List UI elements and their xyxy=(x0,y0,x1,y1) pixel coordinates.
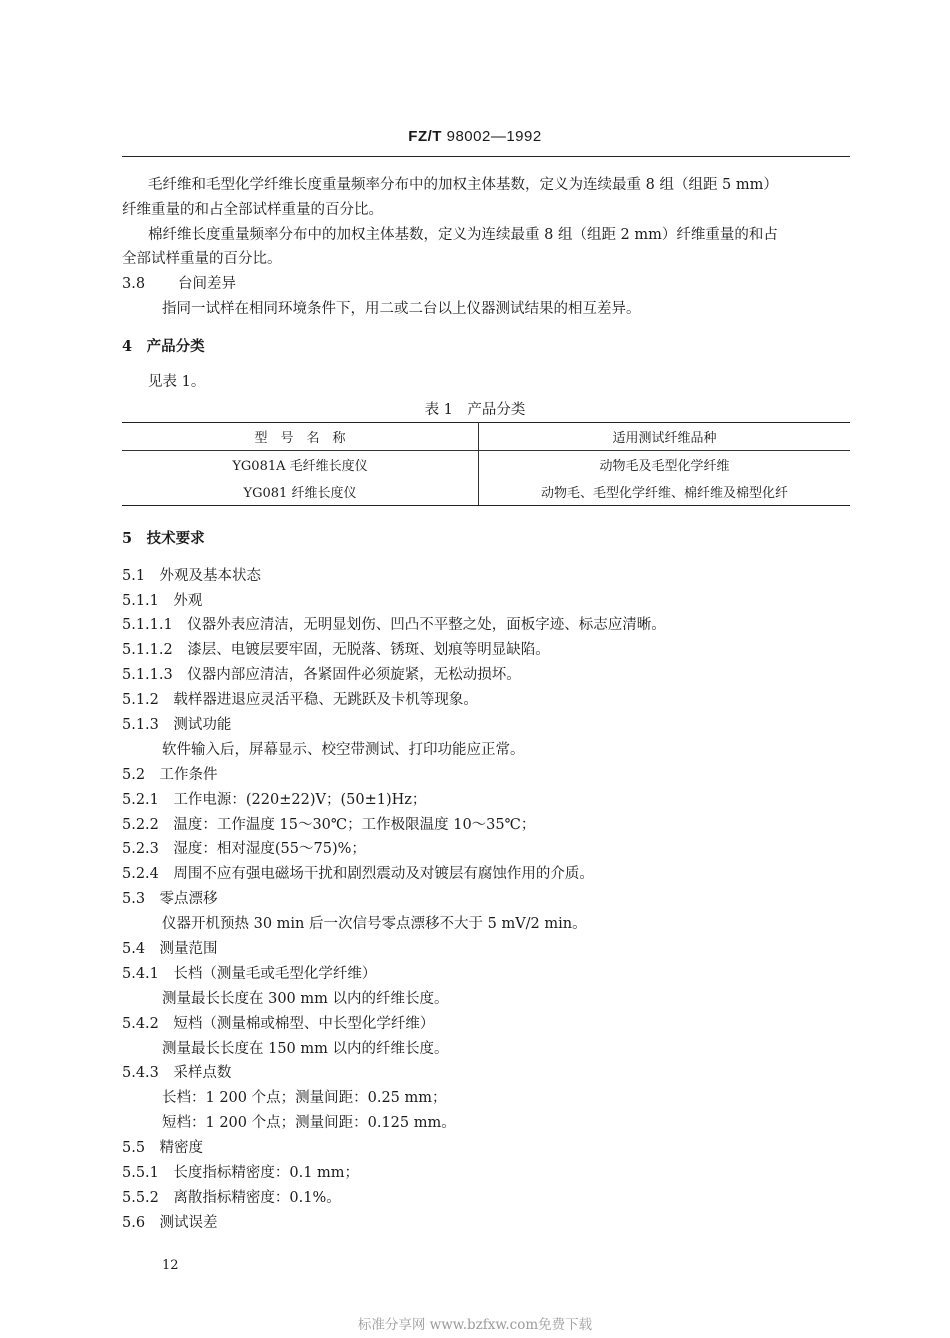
para-2-line-2: 全部试样重量的百分比。 xyxy=(122,251,282,267)
section-5-3-text: 仪器开机预热 30 min 后一次信号零点漂移不大于 5 mV/2 min。 xyxy=(162,916,587,932)
section-5-6: 5.6 测试误差 xyxy=(122,1215,218,1231)
para-1-line-2: 纤维重量的和占全部试样重量的百分比。 xyxy=(122,202,383,218)
section-5-3: 5.3 零点漂移 xyxy=(122,891,218,907)
watermark: 标准分享网 www.bzfxw.com免费下载 xyxy=(357,1317,593,1333)
section-5-5-2: 5.5.2 离散指标精密度：0.1%。 xyxy=(122,1190,341,1206)
section-5-5: 5.5 精密度 xyxy=(122,1140,204,1156)
section-5-4-2: 5.4.2 短档（测量棉或棉型、中长型化学纤维） xyxy=(122,1016,435,1032)
section-5-1-1-2: 5.1.1.2 漆层、电镀层要牢固，无脱落、锈斑、划痕等明显缺陷。 xyxy=(122,642,550,658)
section-5-2-2: 5.2.2 温度：工作温度 15～30℃；工作极限温度 10～35℃； xyxy=(122,817,536,833)
table-cell-fiber: 动物毛及毛型化学纤维 xyxy=(599,459,730,474)
section-3-8-title: 台间差异 xyxy=(178,276,236,292)
table-cell-model: YG081 纤维长度仪 xyxy=(122,478,479,506)
table-header-model: 型 号 名 称 xyxy=(122,423,479,451)
section-5-4-2-text: 测量最长长度在 150 mm 以内的纤维长度。 xyxy=(162,1041,449,1057)
standard-prefix: FZ/T xyxy=(408,128,442,145)
section-5-1-1-1: 5.1.1.1 仪器外表应清洁，无明显划伤、凹凸不平整之处，面板字迹、标志应清晰。 xyxy=(122,617,666,633)
section-5-1: 5.1 外观及基本状态 xyxy=(122,568,262,584)
section-3-8-text: 指同一试样在相同环境条件下，用二或二台以上仪器测试结果的相互差异。 xyxy=(162,301,641,317)
table-1-caption: 表 1 产品分类 xyxy=(424,402,526,418)
section-3-8-number: 3.8 xyxy=(122,276,146,292)
section-5-1-3-text: 软件输入后，屏幕显示、校空带测试、打印功能应正常。 xyxy=(162,742,525,758)
para-1-line-1: 毛纤维和毛型化学纤维长度重量频率分布中的加权主体基数，定义为连续最重 8 组（组距 5 mm） xyxy=(148,177,778,193)
table-row xyxy=(122,478,850,506)
section-5-2-4: 5.2.4 周围不应有强电磁场干扰和剧烈震动及对镀层有腐蚀作用的介质。 xyxy=(122,866,594,882)
section-5-1-1-3: 5.1.1.3 仪器内部应清洁，各紧固件必须旋紧，无松动损坏。 xyxy=(122,667,521,683)
table-row xyxy=(122,451,850,479)
page-number: 12 xyxy=(162,1258,179,1273)
section-5-2: 5.2 工作条件 xyxy=(122,767,218,783)
section-5-2-3: 5.2.3 湿度：相对湿度(55～75)%； xyxy=(122,841,366,857)
section-5-2-1: 5.2.1 工作电源：(220±22)V；(50±1)Hz； xyxy=(122,792,427,808)
table-cell-model: YG081A 毛纤维长度仪 xyxy=(122,451,479,479)
section-4-text: 见表 1。 xyxy=(148,374,206,390)
section-5-1-1: 5.1.1 外观 xyxy=(122,593,203,609)
para-2-line-1: 棉纤维长度重量频率分布中的加权主体基数，定义为连续最重 8 组（组距 2 mm）纤维重量的和占 xyxy=(148,227,778,243)
table-header-fiber: 适用测试纤维品种 xyxy=(479,423,851,451)
section-5-4: 5.4 测量范围 xyxy=(122,941,218,957)
section-5-1-3: 5.1.3 测试功能 xyxy=(122,717,232,733)
standard-header xyxy=(0,128,950,145)
standard-number: 98002—1992 xyxy=(446,128,542,145)
section-5-4-1: 5.4.1 长档（测量毛或毛型化学纤维） xyxy=(122,966,377,982)
product-classification-table xyxy=(122,422,850,506)
header-rule xyxy=(122,156,850,157)
section-5-5-1: 5.5.1 长度指标精密度：0.1 mm； xyxy=(122,1165,360,1181)
table-header-row xyxy=(122,423,850,451)
table-cell-fiber: 动物毛、毛型化学纤维、棉纤维及棉型化纤 xyxy=(479,478,851,506)
section-5-heading: 5 技术要求 xyxy=(122,530,205,547)
section-4-heading: 4 产品分类 xyxy=(122,338,205,355)
section-5-4-1-text: 测量最长长度在 300 mm 以内的纤维长度。 xyxy=(162,991,449,1007)
section-5-4-3-long: 长档：1 200 个点；测量间距：0.25 mm； xyxy=(162,1090,447,1106)
section-5-4-3: 5.4.3 采样点数 xyxy=(122,1065,232,1081)
section-5-1-2: 5.1.2 载样器进退应灵活平稳、无跳跃及卡机等现象。 xyxy=(122,692,478,708)
section-5-4-3-short: 短档：1 200 个点；测量间距：0.125 mm。 xyxy=(162,1115,456,1131)
